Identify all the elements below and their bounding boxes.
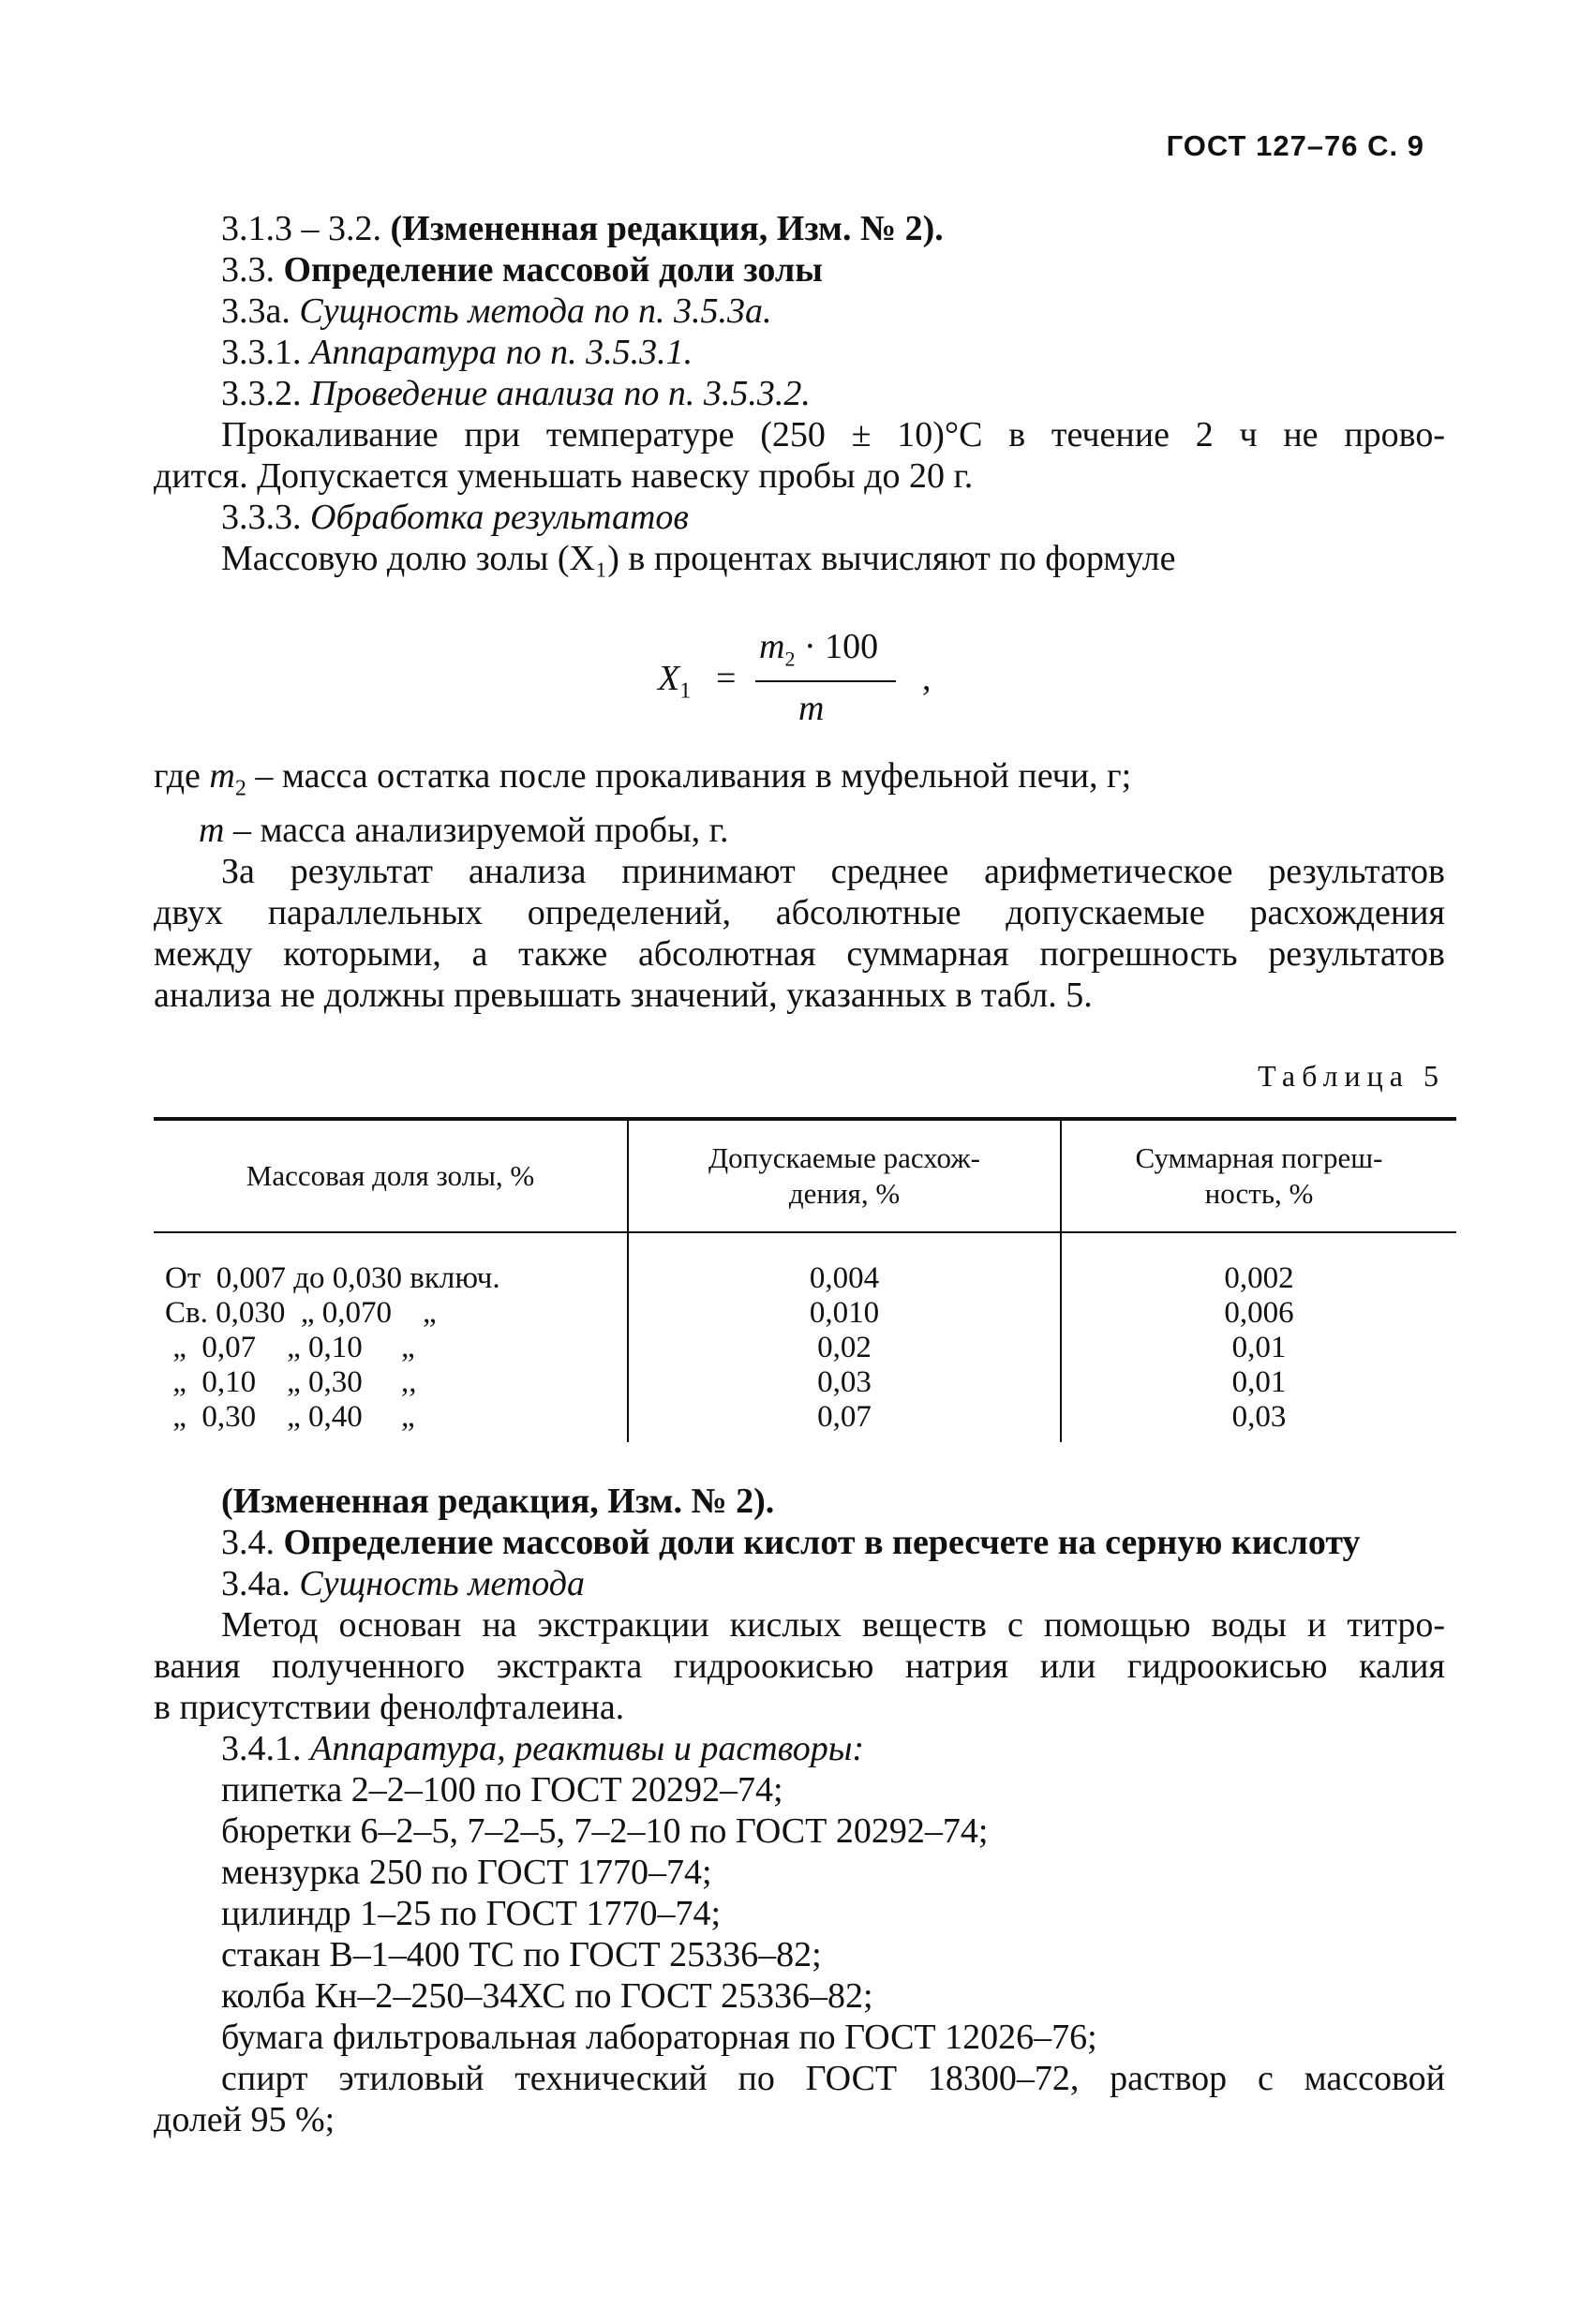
cell-ash-range: От 0,007 до 0,030 включ. bbox=[165, 1261, 500, 1295]
formula-denominator: m bbox=[798, 689, 825, 728]
where-m2: где $m_2$ – масса остатка после прокаливания в муфельной печи, г; bbox=[154, 756, 1132, 801]
line-3-3-2: 3.3.2. Проведение анализа по п. 3.5.3.2. bbox=[221, 374, 811, 413]
cell-total-error: 0,01 bbox=[1061, 1331, 1456, 1365]
calcination-line-2: дится. Допускается уменьшать навеску пробы до 20 г. bbox=[154, 456, 974, 496]
cell-ash-range: Св. 0,030 „ 0,070 „ bbox=[165, 1296, 437, 1330]
cell-ash-range: „ 0,07 „ 0,10 „ bbox=[165, 1331, 415, 1364]
ethanol-line-2: долей 95 %; bbox=[154, 2100, 335, 2139]
table-body bbox=[154, 1232, 1456, 1442]
heading-3-3: 3.3. Определение массовой доли золы bbox=[221, 250, 823, 290]
cell-total-error: 0,006 bbox=[1061, 1296, 1456, 1331]
cell-total-error: 0,01 bbox=[1061, 1365, 1456, 1400]
line-3-3-3: 3.3.3. Обработка результатов bbox=[221, 498, 689, 537]
cell-ash-range: „ 0,10 „ 0,30 ,, bbox=[165, 1365, 417, 1399]
equipment-item: мензурка 250 по ГОСТ 1770–74; bbox=[221, 1853, 712, 1892]
formula-intro: Массовую долю золы (X₁) в процентах вычисляют по формуле bbox=[221, 539, 1176, 578]
table-5 bbox=[154, 1117, 1456, 1442]
ash-fraction-formula bbox=[658, 626, 976, 729]
cell-total-error: 0,002 bbox=[1061, 1232, 1456, 1296]
table-row bbox=[154, 1400, 1456, 1442]
col-header-allowed-divergence: Допускаемые расхож- дения, % bbox=[628, 1119, 1061, 1232]
line-3-4a: 3.4а. Сущность метода bbox=[221, 1564, 586, 1603]
col-header-total-error: Суммарная погреш- ность, % bbox=[1061, 1119, 1456, 1232]
calcination-line-1: Прокаливание при температуре (250 ± 10)°С в течение 2 ч не прово- bbox=[221, 415, 1445, 454]
result-line-4: анализа не должны превышать значений, указанных в табл. 5. bbox=[154, 975, 1093, 1015]
equipment-item: стакан В–1–400 ТС по ГОСТ 25336–82; bbox=[221, 1935, 822, 1974]
text-block-where bbox=[154, 755, 1445, 1016]
formula-comma: , bbox=[922, 659, 932, 698]
equipment-item: колба Кн–2–250–34ХС по ГОСТ 25336–82; bbox=[221, 1976, 873, 2016]
fraction-bar bbox=[755, 680, 896, 682]
table-caption: Таблица 5 bbox=[1258, 1059, 1445, 1093]
equipment-list bbox=[154, 1769, 1445, 2058]
result-line-2: двух параллельных определений, абсолютные допускаемые расхождения bbox=[154, 892, 1445, 932]
cell-allowed-divergence: 0,02 bbox=[628, 1331, 1061, 1365]
formula-equals: = bbox=[716, 659, 737, 698]
method-line-1: Метод основан на экстракции кислых веществ с помощью воды и титро- bbox=[221, 1605, 1445, 1645]
text-block-bottom bbox=[154, 1481, 1445, 2140]
line-3-3-1: 3.3.1. Аппаратура по п. 3.5.3.1. bbox=[221, 333, 693, 372]
running-header: ГОСТ 127–76 С. 9 bbox=[1166, 129, 1424, 162]
cell-allowed-divergence: 0,010 bbox=[628, 1296, 1061, 1331]
formula-numerator: $m_2 \cdot 100$ bbox=[759, 627, 879, 671]
cell-allowed-divergence: 0,03 bbox=[628, 1365, 1061, 1400]
revision-note-2: (Измененная редакция, Изм. № 2). bbox=[221, 1482, 775, 1521]
cell-ash-range: „ 0,30 „ 0,40 „ bbox=[165, 1400, 415, 1434]
result-line-3: между которыми, а также абсолютная суммарная погрешность результатов bbox=[154, 933, 1445, 974]
table-row bbox=[154, 1331, 1456, 1365]
line-3-1-3: 3.1.3 – 3.2. (Измененная редакция, Изм. № 2). bbox=[221, 209, 944, 248]
method-line-2: вания полученного экстракта гидроокисью натрия или гидроокисью калия bbox=[154, 1646, 1445, 1686]
ethanol-line-1: спирт этиловый технический по ГОСТ 18300–72, раствор с массовой bbox=[221, 2059, 1445, 2098]
formula-lhs: $X_1$ bbox=[658, 659, 692, 704]
cell-allowed-divergence: 0,07 bbox=[628, 1400, 1061, 1442]
equipment-item: бумага фильтровальная лабораторная по ГОСТ 12026–76; bbox=[221, 2018, 1097, 2057]
revision-note: (Измененная редакция, Изм. № 2). bbox=[390, 209, 944, 248]
line-3-4-1: 3.4.1. Аппаратура, реактивы и растворы: bbox=[221, 1729, 865, 1768]
table-row bbox=[154, 1365, 1456, 1400]
line-3-3a: 3.3а. Сущность метода по п. 3.5.3а. bbox=[221, 291, 772, 331]
col-header-ash-fraction: Массовая доля золы, % bbox=[154, 1119, 628, 1232]
result-line-1: За результат анализа принимают среднее арифметическое результатов bbox=[221, 851, 1445, 891]
table-row bbox=[154, 1232, 1456, 1296]
cell-allowed-divergence: 0,004 bbox=[628, 1232, 1061, 1296]
equipment-item: бюретки 6–2–5, 7–2–5, 7–2–10 по ГОСТ 20292–74; bbox=[221, 1811, 989, 1851]
table-row bbox=[154, 1296, 1456, 1331]
equipment-item: цилиндр 1–25 по ГОСТ 1770–74; bbox=[221, 1894, 722, 1933]
where-m: m – масса анализируемой пробы, г. bbox=[199, 810, 729, 850]
method-line-3: в присутствии фенолфталеина. bbox=[154, 1688, 625, 1727]
heading-3-4: 3.4. Определение массовой доли кислот в пересчете на серную кислоту bbox=[221, 1523, 1361, 1562]
text-block-top bbox=[154, 208, 1445, 579]
table-header-row bbox=[154, 1119, 1456, 1232]
cell-total-error: 0,03 bbox=[1061, 1400, 1456, 1442]
equipment-item: пипетка 2–2–100 по ГОСТ 20292–74; bbox=[221, 1770, 783, 1810]
